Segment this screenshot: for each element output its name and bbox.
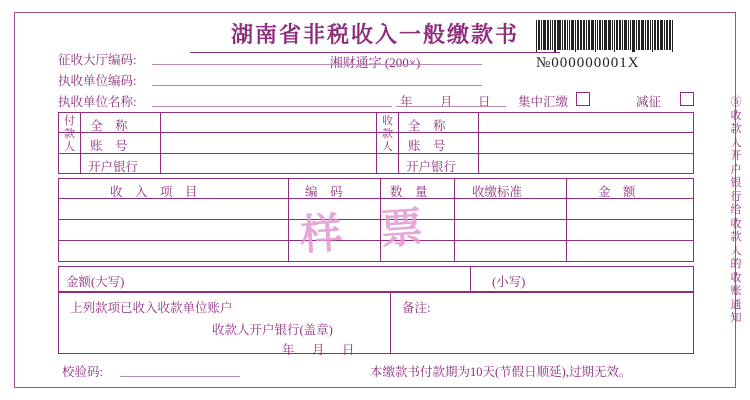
payer-side-divider xyxy=(80,112,81,174)
payer-name-label: 全 称 xyxy=(90,119,128,133)
unit-code-label: 执收单位编码: xyxy=(58,74,137,88)
payer-side-label: 付款人 xyxy=(64,115,75,153)
reduction-checkbox[interactable] xyxy=(680,92,694,106)
items-col-divider-4 xyxy=(566,178,567,262)
items-col-divider-1 xyxy=(288,178,289,262)
page-title: 湖南省非税收入一般缴款书 xyxy=(190,18,560,53)
barcode-image xyxy=(536,20,722,52)
amount-divider xyxy=(470,266,471,292)
items-header-amount: 金 额 xyxy=(598,185,636,199)
items-header-project: 收 入 项 目 xyxy=(110,185,198,199)
unit-code-input-line[interactable] xyxy=(152,85,482,86)
amount-row xyxy=(58,266,694,292)
side-note-text: ⑤收款人开户银行给收款人的收账通知 xyxy=(730,96,742,324)
amount-capital-label: 金额(大写) xyxy=(66,275,125,289)
payee-field-divider xyxy=(478,112,479,174)
hall-code-label: 征收大厅编码: xyxy=(58,53,137,67)
payee-bank-label: 开户银行 xyxy=(406,160,457,174)
amount-lower-label: (小写) xyxy=(492,275,526,289)
centralized-collection-checkbox[interactable] xyxy=(576,92,590,106)
party-row-divider-1 xyxy=(58,132,694,133)
payee-name-label: 全 称 xyxy=(408,119,446,133)
date-year-label: 年 xyxy=(400,95,413,109)
confirmation-remark-divider xyxy=(390,292,391,354)
payer-bank-label: 开户银行 xyxy=(88,160,139,174)
remark-label: 备注: xyxy=(402,301,431,315)
confirmation-year: 年 xyxy=(282,343,295,357)
party-row-divider-2 xyxy=(58,153,694,154)
confirmation-day: 日 xyxy=(342,343,355,357)
items-header-standard: 收缴标准 xyxy=(472,185,523,199)
payer-field-divider xyxy=(160,112,161,174)
unit-name-input-line[interactable] xyxy=(152,106,392,107)
confirmation-month: 月 xyxy=(312,343,325,357)
payee-side-divider xyxy=(398,112,399,174)
date-day-label: 日 xyxy=(478,95,491,109)
check-code-label: 校验码: xyxy=(62,365,103,379)
party-mid-divider xyxy=(376,112,377,174)
payee-account-label: 账 号 xyxy=(408,139,446,153)
reduction-label: 减征 xyxy=(636,95,662,109)
items-header-quantity: 数 量 xyxy=(390,185,428,199)
document-subtitle: 湘财通字 (200×) xyxy=(329,55,421,70)
date-input-line[interactable] xyxy=(396,106,506,107)
items-col-divider-3 xyxy=(454,178,455,262)
barcode-number: №000000001X xyxy=(536,55,640,71)
payee-side-label: 收款人 xyxy=(382,115,393,153)
sample-watermark: 样 票 xyxy=(298,204,439,260)
items-header-code: 编 码 xyxy=(305,185,343,199)
hall-code-input-line[interactable] xyxy=(152,64,482,65)
confirmation-line-1: 上列款项已收入收款单位账户 xyxy=(70,301,233,315)
date-month-label: 月 xyxy=(440,95,453,109)
confirmation-line-2: 收款人开户银行(盖章) xyxy=(212,323,333,337)
check-code-input-line[interactable] xyxy=(120,376,240,377)
payer-account-label: 账 号 xyxy=(90,139,128,153)
payment-notice: 本缴款书付款期为10天(节假日顺延),过期无效。 xyxy=(370,365,632,379)
centralized-collection-label: 集中汇缴 xyxy=(518,95,569,109)
unit-name-label: 执收单位名称: xyxy=(58,95,137,109)
